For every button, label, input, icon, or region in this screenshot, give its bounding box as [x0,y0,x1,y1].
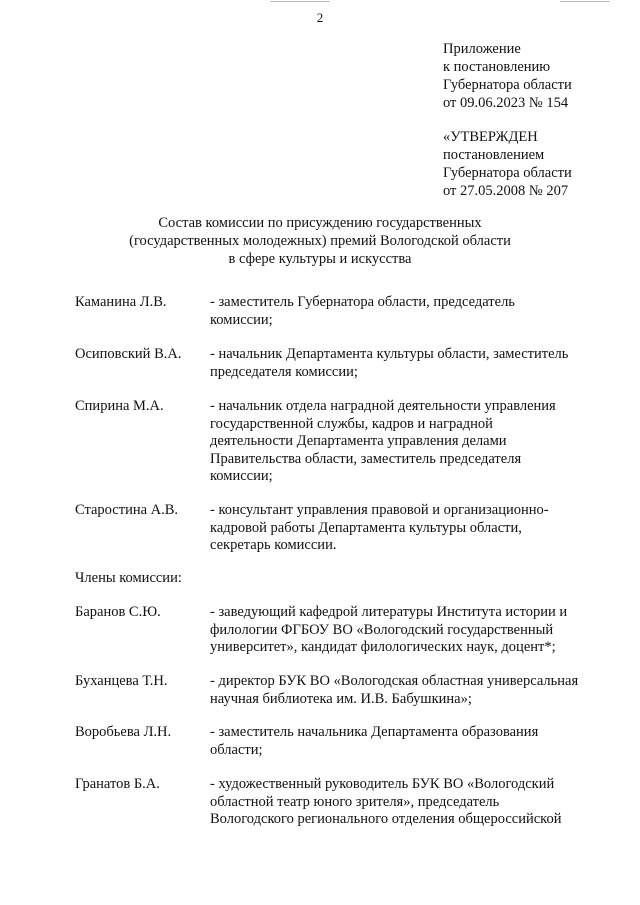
members-heading: Члены комиссии: [75,570,182,586]
approved-block: «УТВЕРЖДЕН постановлением Губернатора области от 27.05.2008 № 207 [443,129,572,199]
member-role: - консультант управления правовой и организационно- кадровой работы Департамента культуры области, секретарь комиссии. [210,502,549,553]
document-title: Состав комиссии по присуждению государственных (государственных молодежных) премий Вологодской области в сфере культуры и искусства [129,215,511,267]
member-role: - начальник Департамента культуры области, заместитель председателя комиссии; [210,346,569,380]
member-role: - начальник отдела наградной деятельности управления государственной службы, кадров и наградной деятельности Департамента управления делами Правительства области, заместитель председателя комиссии; [210,398,556,484]
annex-block: Приложение к постановлению Губернатора области от 09.06.2023 № 154 [443,41,572,111]
member-name: Воробьева Л.Н. [75,724,172,740]
member-name: Спирина М.А. [75,398,164,414]
member-role: - директор БУК ВО «Вологодская областная универсальная научная библиотека им. И.В. Бабушкина»; [210,673,579,707]
member-name: Старостина А.В. [75,502,179,518]
member-name: Гранатов Б.А. [75,776,160,792]
member-name: Каманина Л.В. [75,294,167,310]
page-number: 2 [316,10,324,25]
member-name: Буханцева Т.Н. [75,673,168,689]
member-role: - заместитель Губернатора области, председатель комиссии; [210,294,515,328]
member-name: Баранов С.Ю. [75,604,161,620]
member-name: Осиповский В.А. [75,346,182,362]
member-role: - заведующий кафедрой литературы Института истории и филологии ФГБОУ ВО «Вологодский государственный университет», кандидат филологических наук, доцент*; [210,604,568,655]
scan-artifact [270,1,330,2]
scan-artifact [560,1,610,2]
member-role: - заместитель начальника Департамента образования области; [210,724,539,758]
member-role: - художественный руководитель БУК ВО «Вологодский областной театр юного зрителя», председатель Вологодского регионального отделения общероссийской [210,776,562,827]
